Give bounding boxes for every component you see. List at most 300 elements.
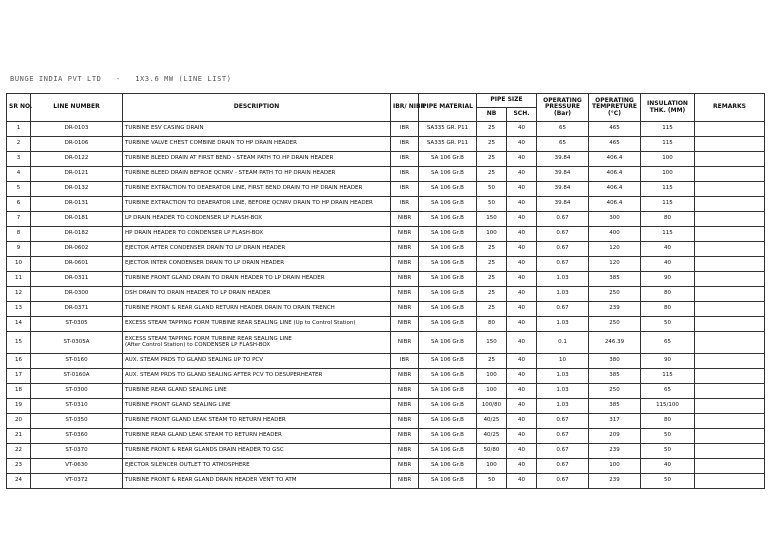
cell-pipe-material: SA 106 Gr.B (419, 227, 477, 242)
cell-remarks (695, 257, 765, 272)
table-row (7, 459, 765, 474)
cell-sch: 40 (507, 287, 537, 302)
cell-remarks (695, 302, 765, 317)
cell-nb: 40/25 (477, 414, 507, 429)
table-row (7, 317, 765, 332)
cell-ibr: NIBR (391, 459, 419, 474)
cell-ibr: NIBR (391, 399, 419, 414)
cell-line-number: VT-0372 (31, 474, 123, 489)
table-row (7, 167, 765, 182)
cell-remarks (695, 399, 765, 414)
cell-sr-no: 11 (7, 272, 31, 287)
cell-sr-no: 17 (7, 369, 31, 384)
cell-sch: 40 (507, 122, 537, 137)
cell-description: TURBINE BLEED DRAIN BEFROE QCNRV - STEAM PATH TO HP DRAIN HEADER (123, 167, 391, 182)
cell-insulation: 65 (641, 332, 695, 354)
cell-pipe-material: SA 106 Gr.B (419, 332, 477, 354)
header-line-number: LINE NUMBER (31, 94, 123, 122)
cell-line-number: DR-0181 (31, 212, 123, 227)
cell-line-number: ST-0300 (31, 384, 123, 399)
cell-sr-no: 14 (7, 317, 31, 332)
table-row (7, 444, 765, 459)
cell-ibr: IBR (391, 354, 419, 369)
table-row (7, 399, 765, 414)
cell-operating-temperature: 209 (589, 429, 641, 444)
cell-nb: 25 (477, 152, 507, 167)
cell-line-number: ST-0360 (31, 429, 123, 444)
cell-line-number: DR-0602 (31, 242, 123, 257)
cell-ibr: IBR (391, 197, 419, 212)
header-description: DESCRIPTION (123, 94, 391, 122)
cell-ibr: IBR (391, 152, 419, 167)
cell-insulation: 90 (641, 272, 695, 287)
header-operating-temperature: OPERATING TEMPRETURE (°C) (589, 94, 641, 122)
cell-insulation: 40 (641, 242, 695, 257)
cell-description: EJECTOR AFTER CONDENSER DRAIN TO LP DRAIN HEADER (123, 242, 391, 257)
header-insulation: INSULATION THK. (MM) (641, 94, 695, 122)
cell-remarks (695, 444, 765, 459)
cell-line-number: DR-0121 (31, 167, 123, 182)
cell-operating-temperature: 246.39 (589, 332, 641, 354)
cell-operating-pressure: 0.67 (537, 212, 589, 227)
cell-pipe-material: SA 106 Gr.B (419, 369, 477, 384)
cell-operating-pressure: 0.67 (537, 474, 589, 489)
cell-line-number: DR-0131 (31, 197, 123, 212)
cell-sr-no: 16 (7, 354, 31, 369)
cell-pipe-material: SA 106 Gr.B (419, 399, 477, 414)
cell-description: AUX. STEAM PRDS TO GLAND SEALING AFTER PCV TO DESUPERHEATER (123, 369, 391, 384)
cell-ibr: IBR (391, 137, 419, 152)
cell-sch: 40 (507, 332, 537, 354)
cell-line-number: ST-0310 (31, 399, 123, 414)
cell-sr-no: 24 (7, 474, 31, 489)
table-row (7, 287, 765, 302)
cell-pipe-material: SA 106 Gr.B (419, 287, 477, 302)
table-row (7, 369, 765, 384)
cell-pipe-material: SA 106 Gr.B (419, 414, 477, 429)
cell-operating-temperature: 300 (589, 212, 641, 227)
cell-sr-no: 15 (7, 332, 31, 354)
cell-insulation: 50 (641, 317, 695, 332)
cell-insulation: 115/100 (641, 399, 695, 414)
cell-remarks (695, 122, 765, 137)
cell-pipe-material: SA 106 Gr.B (419, 354, 477, 369)
cell-operating-pressure: 0.67 (537, 414, 589, 429)
cell-pipe-material: SA 106 Gr.B (419, 167, 477, 182)
cell-insulation: 90 (641, 354, 695, 369)
cell-description: TURBINE FRONT & REAR GLAND RETURN HEADER DRAIN TO DRAIN TRENCH (123, 302, 391, 317)
header-nb: NB (477, 108, 507, 122)
cell-description: TURBINE FRONT GLAND DRAIN TO DRAIN HEADER TO LP DRAIN HEADER (123, 272, 391, 287)
cell-sch: 40 (507, 474, 537, 489)
cell-sr-no: 6 (7, 197, 31, 212)
cell-description: TURBINE ESV CASING DRAIN (123, 122, 391, 137)
cell-line-number: DR-0122 (31, 152, 123, 167)
cell-line-number: ST-0160A (31, 369, 123, 384)
cell-operating-pressure: 1.03 (537, 272, 589, 287)
table-row (7, 137, 765, 152)
cell-pipe-material: SA 106 Gr.B (419, 182, 477, 197)
cell-ibr: IBR (391, 122, 419, 137)
cell-pipe-material: SA335 GR. P11 (419, 122, 477, 137)
cell-operating-temperature: 380 (589, 354, 641, 369)
cell-nb: 100/80 (477, 399, 507, 414)
cell-operating-pressure: 0.67 (537, 242, 589, 257)
table-row (7, 257, 765, 272)
cell-operating-temperature: 120 (589, 242, 641, 257)
cell-sch: 40 (507, 399, 537, 414)
cell-description: EJECTOR INTER CONDENSER DRAIN TO LP DRAIN HEADER (123, 257, 391, 272)
cell-sch: 40 (507, 459, 537, 474)
cell-sch: 40 (507, 444, 537, 459)
cell-ibr: NIBR (391, 414, 419, 429)
cell-insulation: 115 (641, 197, 695, 212)
cell-remarks (695, 317, 765, 332)
cell-operating-pressure: 39.84 (537, 167, 589, 182)
cell-operating-pressure: 0.67 (537, 257, 589, 272)
cell-remarks (695, 369, 765, 384)
cell-operating-temperature: 239 (589, 444, 641, 459)
cell-sch: 40 (507, 354, 537, 369)
cell-description: AUX. STEAM PRDS TO GLAND SEALING UP TO PCV (123, 354, 391, 369)
cell-sr-no: 12 (7, 287, 31, 302)
cell-operating-pressure: 0.1 (537, 332, 589, 354)
title-separator: - (115, 75, 121, 83)
cell-description: TURBINE EXTRACTION TO DEAERATOR LINE, FIRST BEND DRAIN TO HP DRAIN HEADER (123, 182, 391, 197)
cell-pipe-material: SA 106 Gr.B (419, 384, 477, 399)
cell-nb: 50/80 (477, 444, 507, 459)
cell-nb: 25 (477, 137, 507, 152)
cell-remarks (695, 272, 765, 287)
cell-line-number: DR-0182 (31, 227, 123, 242)
cell-operating-temperature: 400 (589, 227, 641, 242)
cell-description: TURBINE FRONT GLAND SEALING LINE (123, 399, 391, 414)
cell-sch: 40 (507, 227, 537, 242)
cell-operating-temperature: 239 (589, 474, 641, 489)
cell-pipe-material: SA 106 Gr.B (419, 302, 477, 317)
table-row (7, 474, 765, 489)
cell-insulation: 115 (641, 227, 695, 242)
cell-line-number: ST-0160 (31, 354, 123, 369)
cell-sr-no: 18 (7, 384, 31, 399)
cell-nb: 40/25 (477, 429, 507, 444)
table-row (7, 414, 765, 429)
cell-line-number: ST-0305A (31, 332, 123, 354)
table-row (7, 429, 765, 444)
cell-remarks (695, 474, 765, 489)
cell-nb: 100 (477, 459, 507, 474)
cell-nb: 80 (477, 317, 507, 332)
cell-operating-temperature: 465 (589, 122, 641, 137)
cell-pipe-material: SA 106 Gr.B (419, 152, 477, 167)
header-ibr: IBR/ NIBR (391, 94, 419, 122)
cell-remarks (695, 197, 765, 212)
cell-operating-temperature: 465 (589, 137, 641, 152)
cell-sr-no: 10 (7, 257, 31, 272)
cell-pipe-material: SA 106 Gr.B (419, 197, 477, 212)
cell-remarks (695, 354, 765, 369)
cell-remarks (695, 152, 765, 167)
header-pipe-size: PIPE SIZE (477, 94, 537, 108)
company-name: BUNGE INDIA PVT LTD (10, 75, 102, 83)
cell-operating-temperature: 406.4 (589, 182, 641, 197)
cell-description: EXCESS STEAM TAPPING FORM TURBINE REAR SEALING LINE (Up to Control Station) (123, 317, 391, 332)
cell-insulation: 80 (641, 287, 695, 302)
cell-remarks (695, 287, 765, 302)
cell-ibr: NIBR (391, 287, 419, 302)
cell-nb: 25 (477, 287, 507, 302)
cell-description: TURBINE EXTRACTION TO DEAERATOR LINE, BEFORE QCNRV DRAIN TO HP DRAIN HEADER (123, 197, 391, 212)
cell-line-number: DR-0311 (31, 272, 123, 287)
header-pipe-material: PIPE MATERIAL (419, 94, 477, 122)
cell-sch: 40 (507, 137, 537, 152)
cell-sch: 40 (507, 242, 537, 257)
cell-sr-no: 21 (7, 429, 31, 444)
cell-sr-no: 9 (7, 242, 31, 257)
cell-sr-no: 4 (7, 167, 31, 182)
cell-line-number: ST-0305 (31, 317, 123, 332)
cell-sr-no: 20 (7, 414, 31, 429)
cell-pipe-material: SA 106 Gr.B (419, 459, 477, 474)
table-row (7, 227, 765, 242)
cell-operating-pressure: 1.03 (537, 384, 589, 399)
cell-ibr: NIBR (391, 317, 419, 332)
cell-ibr: NIBR (391, 257, 419, 272)
document-subtitle: 1X3.6 MW (LINE LIST) (135, 75, 232, 83)
cell-ibr: NIBR (391, 384, 419, 399)
cell-line-number: DR-0103 (31, 122, 123, 137)
table-row (7, 272, 765, 287)
cell-operating-temperature: 406.4 (589, 197, 641, 212)
header-sch: SCH. (507, 108, 537, 122)
cell-line-number: DR-0300 (31, 287, 123, 302)
cell-sch: 40 (507, 384, 537, 399)
cell-operating-pressure: 65 (537, 122, 589, 137)
cell-nb: 50 (477, 197, 507, 212)
cell-remarks (695, 242, 765, 257)
header-operating-pressure: OPERATING PRESSURE (Bar) (537, 94, 589, 122)
cell-insulation: 80 (641, 212, 695, 227)
cell-nb: 50 (477, 182, 507, 197)
table-row (7, 354, 765, 369)
table-row (7, 152, 765, 167)
cell-ibr: NIBR (391, 302, 419, 317)
cell-operating-pressure: 0.67 (537, 302, 589, 317)
table-row (7, 197, 765, 212)
cell-insulation: 40 (641, 459, 695, 474)
cell-operating-temperature: 317 (589, 414, 641, 429)
cell-remarks (695, 137, 765, 152)
header-sr-no: SR NO. (7, 94, 31, 122)
cell-nb: 150 (477, 332, 507, 354)
cell-ibr: NIBR (391, 369, 419, 384)
cell-remarks (695, 429, 765, 444)
document-title (10, 75, 232, 83)
table-row (7, 242, 765, 257)
cell-remarks (695, 332, 765, 354)
cell-nb: 100 (477, 384, 507, 399)
cell-line-number: DR-0132 (31, 182, 123, 197)
cell-operating-pressure: 65 (537, 137, 589, 152)
cell-description-line1: EXCESS STEAM TAPPING FORM TURBINE REAR SEALING LINE (125, 335, 292, 342)
cell-operating-pressure: 39.84 (537, 182, 589, 197)
cell-description: DSH DRAIN TO DRAIN HEADER TO LP DRAIN HEADER (123, 287, 391, 302)
cell-nb: 100 (477, 227, 507, 242)
cell-sr-no: 19 (7, 399, 31, 414)
cell-ibr: IBR (391, 167, 419, 182)
cell-description: TURBINE FRONT & REAR GLANDS DRAIN HEADER TO GSC (123, 444, 391, 459)
cell-nb: 25 (477, 302, 507, 317)
cell-sr-no: 5 (7, 182, 31, 197)
cell-sch: 40 (507, 212, 537, 227)
cell-nb: 25 (477, 257, 507, 272)
cell-sr-no: 13 (7, 302, 31, 317)
table-row (7, 332, 765, 354)
cell-remarks (695, 384, 765, 399)
cell-line-number: ST-0370 (31, 444, 123, 459)
cell-remarks (695, 414, 765, 429)
cell-ibr: NIBR (391, 272, 419, 287)
table-row (7, 302, 765, 317)
cell-insulation: 65 (641, 384, 695, 399)
cell-nb: 100 (477, 369, 507, 384)
cell-operating-pressure: 39.84 (537, 152, 589, 167)
cell-insulation: 100 (641, 167, 695, 182)
table-row (7, 182, 765, 197)
cell-remarks (695, 459, 765, 474)
cell-operating-pressure: 0.67 (537, 227, 589, 242)
cell-nb: 25 (477, 272, 507, 287)
table-header (7, 94, 765, 122)
cell-ibr: NIBR (391, 474, 419, 489)
table-row (7, 212, 765, 227)
cell-operating-pressure: 39.84 (537, 197, 589, 212)
cell-description: TURBINE REAR GLAND LEAK STEAM TO RETURN HEADER (123, 429, 391, 444)
cell-nb: 25 (477, 242, 507, 257)
cell-pipe-material: SA 106 Gr.B (419, 257, 477, 272)
cell-line-number: DR-0106 (31, 137, 123, 152)
cell-nb: 50 (477, 474, 507, 489)
cell-description: HP DRAIN HEADER TO CONDENSER LP FLASH-BOX (123, 227, 391, 242)
cell-description: TURBINE REAR GLAND SEALING LINE (123, 384, 391, 399)
cell-sr-no: 23 (7, 459, 31, 474)
cell-operating-temperature: 250 (589, 317, 641, 332)
cell-operating-temperature: 406.4 (589, 167, 641, 182)
cell-sch: 40 (507, 429, 537, 444)
cell-insulation: 115 (641, 369, 695, 384)
cell-sr-no: 3 (7, 152, 31, 167)
cell-line-number: DR-0371 (31, 302, 123, 317)
table-row (7, 384, 765, 399)
cell-description: EJECTOR SILENCER OUTLET TO ATMOSPHERE (123, 459, 391, 474)
cell-description: TURBINE BLEED DRAIN AT FIRST BEND - STEAM PATH TO HP DRAIN HEADER (123, 152, 391, 167)
cell-insulation: 115 (641, 122, 695, 137)
cell-operating-temperature: 385 (589, 399, 641, 414)
cell-description: TURBINE FRONT & REAR GLAND DRAIN HEADER VENT TO ATM (123, 474, 391, 489)
cell-pipe-material: SA 106 Gr.B (419, 474, 477, 489)
cell-operating-temperature: 100 (589, 459, 641, 474)
cell-pipe-material: SA335 GR. P11 (419, 137, 477, 152)
cell-operating-temperature: 250 (589, 384, 641, 399)
cell-operating-pressure: 0.67 (537, 444, 589, 459)
cell-line-number: VT-0630 (31, 459, 123, 474)
cell-description: TURBINE VALVE CHEST COMBINE DRAIN TO HP DRAIN HEADER (123, 137, 391, 152)
cell-ibr: NIBR (391, 242, 419, 257)
cell-nb: 25 (477, 167, 507, 182)
cell-description: TURBINE FRONT GLAND LEAK STEAM TO RETURN HEADER (123, 414, 391, 429)
table-body (7, 122, 765, 489)
cell-pipe-material: SA 106 Gr.B (419, 212, 477, 227)
cell-remarks (695, 167, 765, 182)
cell-insulation: 100 (641, 152, 695, 167)
cell-nb: 25 (477, 354, 507, 369)
cell-sch: 40 (507, 414, 537, 429)
cell-operating-pressure: 0.67 (537, 429, 589, 444)
cell-operating-temperature: 385 (589, 272, 641, 287)
cell-operating-temperature: 239 (589, 302, 641, 317)
cell-sch: 40 (507, 317, 537, 332)
cell-line-number: ST-0350 (31, 414, 123, 429)
cell-insulation: 115 (641, 137, 695, 152)
cell-insulation: 50 (641, 429, 695, 444)
cell-operating-pressure: 1.03 (537, 369, 589, 384)
cell-remarks (695, 212, 765, 227)
cell-pipe-material: SA 106 Gr.B (419, 429, 477, 444)
cell-remarks (695, 227, 765, 242)
table-row (7, 122, 765, 137)
cell-sr-no: 22 (7, 444, 31, 459)
cell-operating-pressure: 10 (537, 354, 589, 369)
cell-pipe-material: SA 106 Gr.B (419, 272, 477, 287)
cell-sch: 40 (507, 182, 537, 197)
cell-operating-temperature: 385 (589, 369, 641, 384)
cell-sch: 40 (507, 152, 537, 167)
cell-sch: 40 (507, 197, 537, 212)
cell-pipe-material: SA 106 Gr.B (419, 444, 477, 459)
cell-pipe-material: SA 106 Gr.B (419, 317, 477, 332)
cell-operating-pressure: 1.03 (537, 317, 589, 332)
cell-operating-temperature: 120 (589, 257, 641, 272)
cell-insulation: 50 (641, 444, 695, 459)
cell-operating-temperature: 406.4 (589, 152, 641, 167)
cell-ibr: NIBR (391, 212, 419, 227)
cell-operating-pressure: 1.03 (537, 399, 589, 414)
cell-sch: 40 (507, 257, 537, 272)
cell-sr-no: 7 (7, 212, 31, 227)
cell-ibr: NIBR (391, 429, 419, 444)
cell-sr-no: 8 (7, 227, 31, 242)
header-remarks: REMARKS (695, 94, 765, 122)
cell-description (123, 332, 391, 354)
cell-operating-temperature: 250 (589, 287, 641, 302)
cell-ibr: NIBR (391, 444, 419, 459)
cell-sch: 40 (507, 302, 537, 317)
cell-sr-no: 2 (7, 137, 31, 152)
cell-insulation: 40 (641, 257, 695, 272)
cell-insulation: 80 (641, 414, 695, 429)
cell-insulation: 80 (641, 302, 695, 317)
cell-ibr: NIBR (391, 332, 419, 354)
cell-remarks (695, 182, 765, 197)
cell-ibr: IBR (391, 182, 419, 197)
cell-line-number: DR-0601 (31, 257, 123, 272)
cell-ibr: NIBR (391, 227, 419, 242)
cell-nb: 150 (477, 212, 507, 227)
cell-description: LP DRAIN HEADER TO CONDENSER LP FLASH-BOX (123, 212, 391, 227)
cell-insulation: 50 (641, 474, 695, 489)
cell-sch: 40 (507, 369, 537, 384)
cell-sch: 40 (507, 272, 537, 287)
